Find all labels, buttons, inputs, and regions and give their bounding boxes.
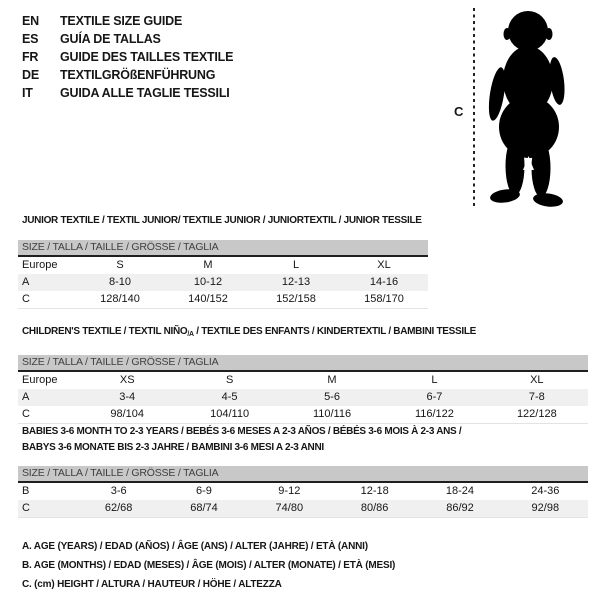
table-cell: 122/128 bbox=[516, 408, 557, 420]
language-title: GUÍA DE TALLAS bbox=[60, 32, 161, 46]
table-row bbox=[18, 372, 588, 389]
section-title-segment: /A bbox=[187, 331, 194, 338]
size-header-bar: SIZE / TALLA / TAILLE / GRÖSSE / TAGLIA bbox=[18, 240, 428, 257]
table-row bbox=[18, 389, 588, 406]
table-cell: S bbox=[225, 374, 234, 386]
size-header-bar: SIZE / TALLA / TAILLE / GRÖSSE / TAGLIA bbox=[18, 355, 588, 372]
table-cell: 24-36 bbox=[531, 485, 560, 497]
footnote-b: B. AGE (MONTHS) / EDAD (MESES) / ÂGE (MOIS) / ALTER (MONATE) / ETÀ (MESI) bbox=[22, 560, 396, 571]
language-row-de bbox=[22, 66, 233, 84]
table-cell: 128/140 bbox=[100, 293, 140, 305]
language-title: GUIDE DES TAILLES TEXTILE bbox=[60, 50, 234, 64]
table-cell: S bbox=[116, 259, 124, 271]
table-cell: 10-12 bbox=[193, 276, 223, 288]
section-title-line: JUNIOR TEXTILE / TEXTIL JUNIOR/ TEXTILE JUNIOR / JUNIORTEXTIL / JUNIOR TESSILE bbox=[22, 215, 422, 226]
language-code: DE bbox=[22, 68, 39, 82]
table-cell: 140/152 bbox=[188, 293, 228, 305]
language-title: TEXTILGRÖßENFÜHRUNG bbox=[60, 68, 216, 82]
language-row-it bbox=[22, 84, 233, 102]
row-label: Europe bbox=[22, 374, 58, 386]
table-cell: 116/122 bbox=[414, 408, 454, 420]
table-cell: 86/92 bbox=[446, 502, 474, 514]
row-label: Europe bbox=[22, 259, 58, 271]
language-code: FR bbox=[22, 50, 39, 64]
language-code: ES bbox=[22, 32, 39, 46]
footnote-a: A. AGE (YEARS) / EDAD (AÑOS) / ÂGE (ANS) / ALTER (JAHRE) / ETÀ (ANNI) bbox=[22, 541, 368, 552]
row-label: C bbox=[22, 293, 30, 305]
section-title-segment: CHILDREN'S TEXTILE / TEXTIL NIÑO bbox=[22, 326, 188, 337]
size-table-section bbox=[18, 424, 588, 518]
language-code: IT bbox=[22, 86, 33, 100]
table-cell: 18-24 bbox=[445, 485, 475, 497]
section-title-segment: / TEXTILE DES ENFANTS / KINDERTEXTIL / BAMBINI TESSILE bbox=[193, 326, 477, 337]
height-measure-label: C bbox=[454, 104, 464, 119]
row-label: B bbox=[22, 485, 30, 497]
section-title bbox=[18, 325, 588, 342]
table-cell: 110/116 bbox=[312, 408, 352, 420]
section-title-line: BABYS 3-6 MONATE BIS 2-3 JAHRE / BAMBINI 3-6 MESI A 2-3 ANNI bbox=[22, 442, 324, 453]
table-cell: 98/104 bbox=[110, 408, 145, 420]
section-title-line: BABIES 3-6 MONTH TO 2-3 YEARS / BEBÉS 3-6 MESES A 2-3 AÑOS / BÉBÉS 3-6 MOIS À 2-3 ANS / bbox=[22, 426, 462, 437]
table-cell: 152/158 bbox=[276, 293, 316, 305]
language-code: EN bbox=[22, 14, 39, 28]
table-row bbox=[18, 483, 588, 500]
table-cell: L bbox=[292, 259, 300, 271]
table-row bbox=[18, 291, 428, 309]
table-cell: 68/74 bbox=[190, 502, 218, 514]
table-cell: 12-18 bbox=[360, 485, 389, 497]
table-cell: 14-16 bbox=[369, 276, 399, 288]
table-cell: 80/86 bbox=[360, 502, 389, 514]
table-cell: 104/110 bbox=[210, 408, 250, 420]
row-label: C bbox=[22, 408, 30, 420]
table-row bbox=[18, 406, 588, 424]
footnotes bbox=[22, 537, 395, 594]
table-cell: 92/98 bbox=[531, 502, 560, 514]
table-row bbox=[18, 500, 588, 518]
table-cell: XL bbox=[377, 259, 391, 271]
toddler-silhouette-image bbox=[480, 8, 570, 208]
table-cell: 9-12 bbox=[278, 485, 301, 497]
table-cell: 12-13 bbox=[281, 276, 311, 288]
table-cell: 74/80 bbox=[275, 502, 304, 514]
size-table-section bbox=[18, 214, 428, 309]
height-measure-dashed-line bbox=[473, 8, 475, 208]
table-cell: 6-9 bbox=[196, 485, 212, 497]
table-row bbox=[18, 274, 428, 291]
language-list bbox=[22, 12, 233, 102]
row-label: A bbox=[22, 391, 30, 403]
language-row-en bbox=[22, 12, 233, 30]
table-cell: L bbox=[431, 374, 438, 386]
row-label: C bbox=[22, 502, 30, 514]
table-row bbox=[18, 257, 428, 274]
table-cell: 5-6 bbox=[324, 391, 340, 403]
footnote-c: C. (cm) HEIGHT / ALTURA / HAUTEUR / HÖHE / ALTEZZA bbox=[22, 579, 282, 590]
table-cell: 6-7 bbox=[426, 391, 443, 403]
table-cell: 7-8 bbox=[528, 391, 545, 403]
table-cell: 62/68 bbox=[104, 502, 133, 514]
size-header-bar: SIZE / TALLA / TAILLE / GRÖSSE / TAGLIA bbox=[18, 466, 588, 483]
table-cell: 3-6 bbox=[110, 485, 127, 497]
language-row-es bbox=[22, 30, 233, 48]
table-cell: XS bbox=[119, 374, 135, 386]
size-table-section bbox=[18, 325, 588, 424]
table-cell: 4-5 bbox=[221, 391, 238, 403]
section-title-line bbox=[18, 325, 588, 342]
table-cell: M bbox=[327, 374, 337, 386]
table-cell: M bbox=[203, 259, 213, 271]
language-row-fr bbox=[22, 48, 233, 66]
section-title bbox=[18, 214, 428, 228]
language-title: TEXTILE SIZE GUIDE bbox=[60, 14, 183, 28]
row-label: A bbox=[22, 276, 30, 288]
table-cell: XL bbox=[530, 374, 544, 386]
section-title bbox=[18, 424, 588, 456]
table-cell: 3-4 bbox=[119, 391, 136, 403]
language-title: GUIDA ALLE TAGLIE TESSILI bbox=[60, 86, 230, 100]
table-cell: 158/170 bbox=[364, 293, 404, 305]
table-cell: 8-10 bbox=[108, 276, 132, 288]
